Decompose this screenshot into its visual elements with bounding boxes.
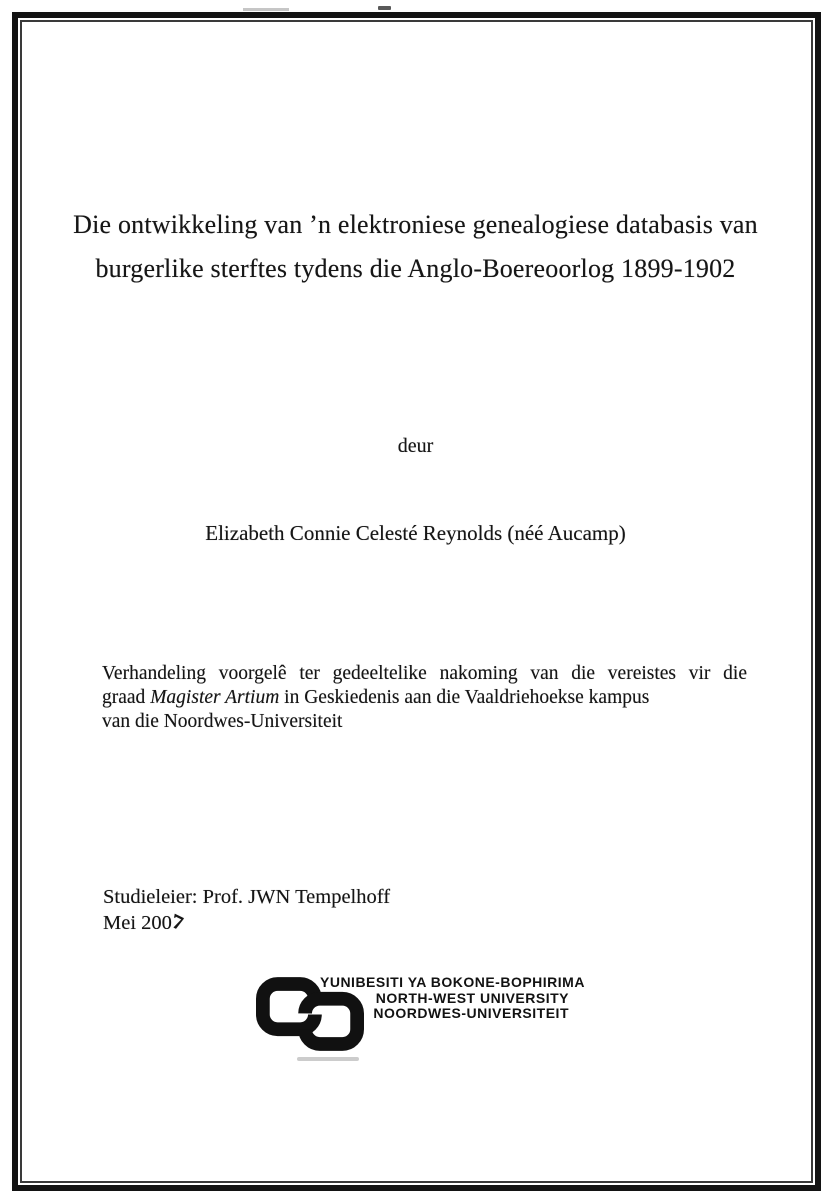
scan-artifact — [297, 1057, 359, 1061]
supervisor-line: Studieleier: Prof. JWN Tempelhoff — [103, 886, 391, 908]
supervisor-block — [103, 885, 390, 936]
scan-artifact — [378, 6, 391, 10]
date-last-digit: 7 — [170, 909, 185, 937]
degree-statement-line-2 — [102, 686, 747, 710]
logo-text-setswana: YUNIBESITI YA BOKONE-BOPHIRIMA — [320, 974, 585, 990]
degree-statement-line-2-prefix: graad — [102, 686, 151, 708]
thesis-title-line-2: burgerlike sterftes tydens die Anglo-Boereoorlog 1899-1902 — [95, 254, 736, 283]
thesis-title-line-1: Die ontwikkeling van ’n elektroniese genealogiese databasis van — [73, 210, 758, 239]
date-line — [103, 911, 390, 937]
byline-deur: deur — [397, 435, 434, 457]
logo-text-english: NORTH-WEST UNIVERSITY — [375, 989, 569, 1006]
date-prefix: Mei 200 — [103, 911, 172, 934]
logo-text-afrikaans: NOORDWES-UNIVERSITEIT — [373, 1005, 569, 1021]
nwu-logo-text — [320, 974, 585, 1022]
author-name: Elizabeth Connie Celesté Reynolds (néé Aucamp) — [205, 521, 626, 545]
scan-artifact — [243, 8, 289, 11]
degree-statement-line-1: Verhandeling voorgelê ter gedeeltelike nakoming van die vereistes vir die — [102, 663, 747, 684]
degree-statement — [102, 662, 747, 733]
degree-name-italic: Magister Artium — [150, 686, 280, 708]
degree-statement-line-3: van die Noordwes-Universiteit — [102, 710, 343, 732]
thesis-title — [70, 203, 761, 291]
degree-statement-line-2-suffix: in Geskiedenis aan die Vaaldriehoekse kampus — [279, 686, 650, 708]
